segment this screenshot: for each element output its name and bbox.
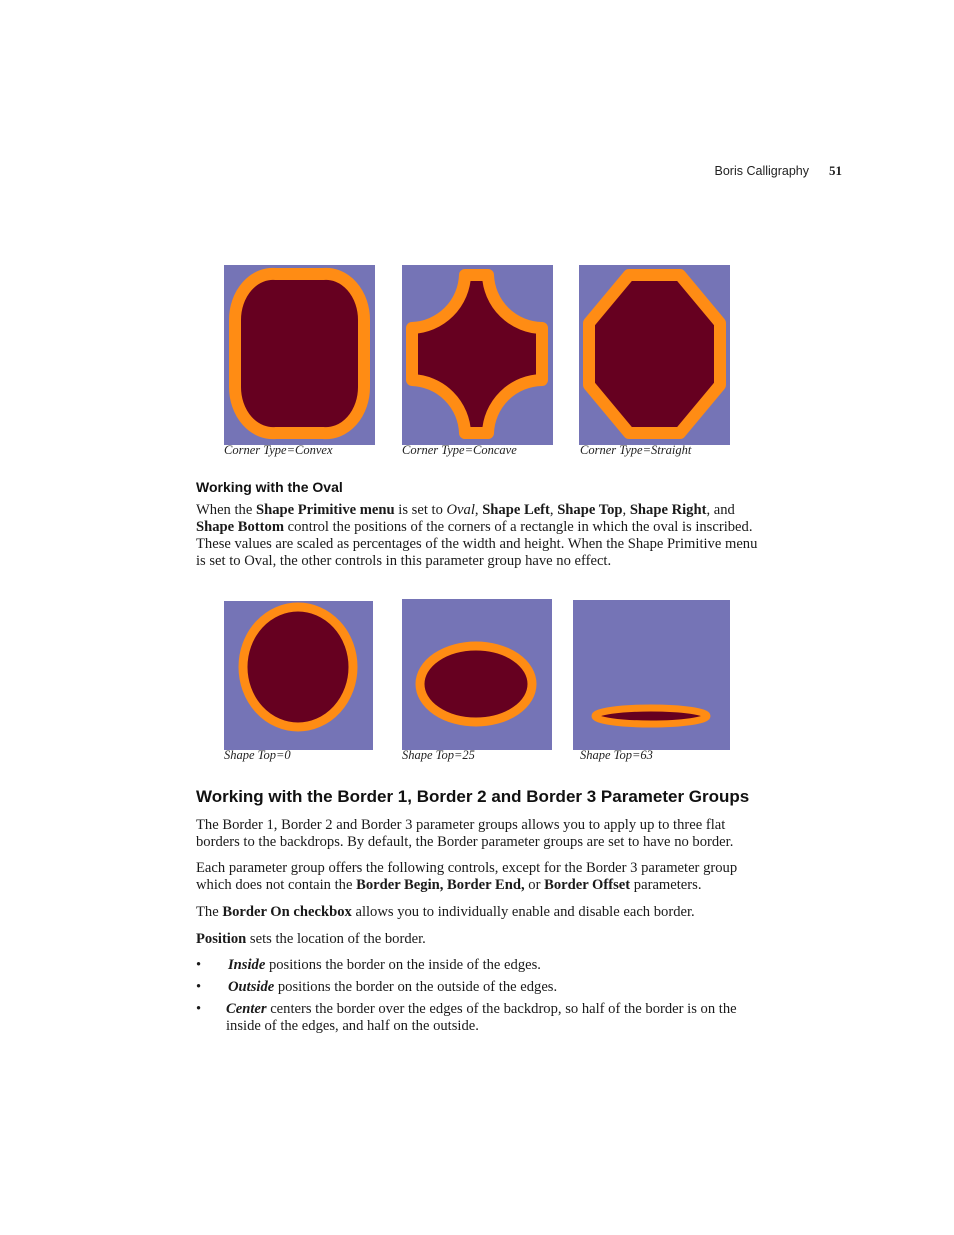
paragraph-border-controls: Each parameter group offers the following controls, except for the Border 3 parameter group which does not contain the Border Begin, Border End, or Border Offset parameters. [196, 860, 738, 893]
paragraph-border-intro: The Border 1, Border 2 and Border 3 parameter groups allows you to apply up to three flat borders to the backdrops. By default, the Border parameter groups are set to have no border. [196, 817, 734, 850]
running-header [715, 163, 842, 179]
paragraph-border-on: The Border On checkbox allows you to individually enable and disable each border. [196, 904, 695, 920]
figure-corner-concave [402, 265, 553, 445]
figure-shape-top-25 [402, 599, 552, 750]
caption-concave: Corner Type=Concave [402, 443, 517, 457]
header-title: Boris Calligraphy [714, 164, 809, 178]
caption-straight: Corner Type=Straight [580, 443, 692, 457]
heading-working-with-oval: Working with the Oval [196, 479, 343, 495]
paragraph-position: Position sets the location of the border. [196, 931, 426, 947]
figure-shape-top-63 [573, 600, 730, 750]
caption-shape-top-0: Shape Top=0 [224, 748, 291, 762]
figure-corner-straight [579, 265, 730, 445]
caption-shape-top-63: Shape Top=63 [580, 748, 653, 762]
figure-corner-convex [224, 265, 375, 445]
caption-convex: Corner Type=Convex [224, 443, 333, 457]
bullet-dot: • [196, 1001, 202, 1017]
bullet-inside [196, 957, 766, 974]
bullet-center [196, 1001, 766, 1035]
figure-shape-top-0 [224, 601, 373, 750]
caption-shape-top-25: Shape Top=25 [402, 748, 475, 762]
paragraph-oval: When the Shape Primitive menu is set to Oval, Shape Left, Shape Top, Shape Right, and Shape Bottom control the positions of the corners of a rectangle in which the oval is inscribed. These values are scaled as percentages of the width and height. When the Shape Primitive menu is set to Oval, the other controls in this parameter group have no effect. [196, 502, 758, 569]
heading-border-groups: Working with the Border 1, Border 2 and Border 3 Parameter Groups [196, 787, 750, 806]
bullet-dot: • [196, 957, 202, 973]
page-number: 51 [829, 163, 842, 178]
bullet-dot: • [196, 979, 202, 995]
bullet-text: Center centers the border over the edges of the backdrop, so half of the border is on the inside of the edges, and half on the outside. [226, 1001, 737, 1034]
bullet-text: Inside positions the border on the inside of the edges. [228, 957, 541, 973]
bullet-outside [196, 979, 766, 996]
bullet-text: Outside positions the border on the outside of the edges. [228, 979, 558, 995]
